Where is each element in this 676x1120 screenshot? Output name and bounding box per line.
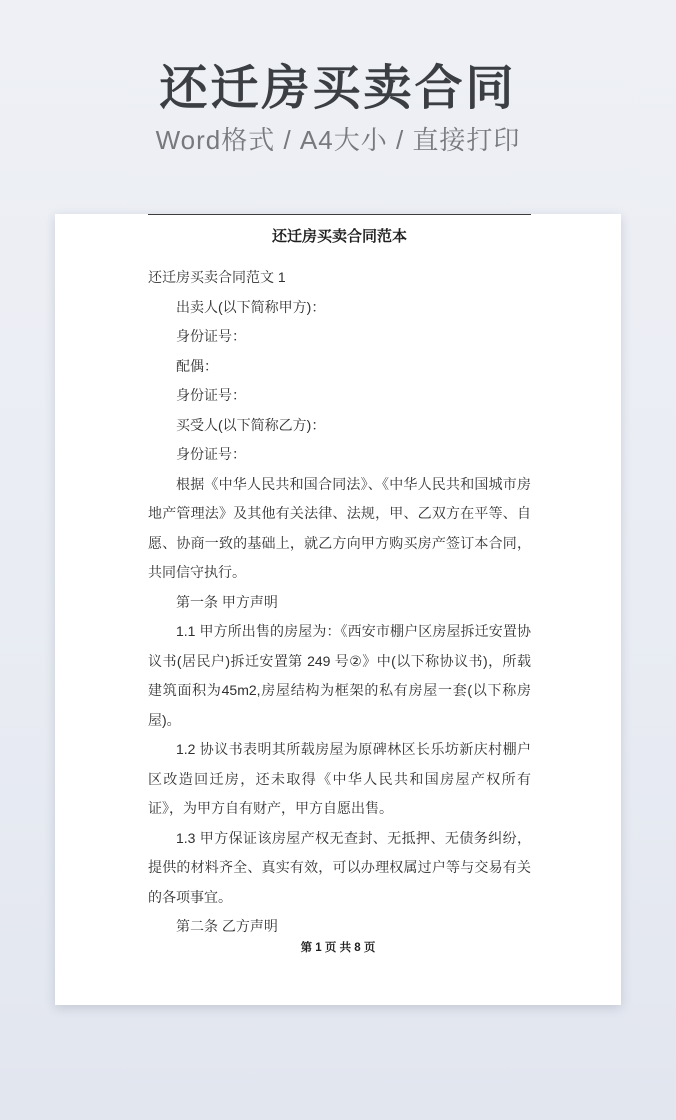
document-title: 还迁房买卖合同范本 xyxy=(271,228,407,245)
doc-paragraph: 身份证号： xyxy=(176,328,246,344)
doc-paragraph: 身份证号： xyxy=(176,387,246,403)
doc-paragraph: 第二条 乙方声明 xyxy=(176,918,278,934)
page-title: 还迁房买卖合同 xyxy=(159,62,517,115)
doc-paragraph: 身份证号： xyxy=(176,446,246,462)
document-body xyxy=(148,263,531,942)
doc-paragraph: 1.3 甲方保证该房屋产权无查封、无抵押、无债务纠纷，提供的材料齐全、真实有效，可以办理权属过户等与交易有关的各项事宜。 xyxy=(148,829,531,905)
doc-paragraph: 配偶： xyxy=(176,357,218,374)
page-subtitle: Word格式 / A4大小 / 直接打印 xyxy=(155,125,521,155)
page-number-footer: 第 1 页 共 8 页 xyxy=(300,942,376,954)
doc-paragraph: 根据《中华人民共和国合同法》、《中华人民共和国城市房地产管理法》及其他有关法律、法规，甲、乙双方在平等、自愿、协商一致的基础上，就乙方向甲方购买房产签订本合同，共同信守执行。 xyxy=(148,475,531,580)
doc-paragraph: 1.2 协议书表明其所载房屋为原碑林区长乐坊新庆村棚户区改造回迁房，还未取得《中华人民共和国房屋产权所有证》，为甲方自有财产，甲方自愿出售。 xyxy=(148,741,531,816)
doc-paragraph: 1.1 甲方所出售的房屋为：《西安市棚户区房屋拆迁安置协议书(居民户)拆迁安置第 249 号②》中(以下称协议书)，所载建筑面积为45m2,房屋结构为框架的私有房屋一套(以下称房屋)。 xyxy=(148,623,531,728)
doc-paragraph: 出卖人(以下简称甲方)： xyxy=(176,298,326,315)
doc-paragraph: 还迁房买卖合同范文 1 xyxy=(148,269,286,285)
doc-paragraph: 买受人(以下简称乙方)： xyxy=(176,416,326,433)
document-page-preview xyxy=(55,214,621,1005)
document-header-rule xyxy=(148,214,531,215)
doc-paragraph: 第一条 甲方声明 xyxy=(176,593,278,610)
hero-banner xyxy=(0,64,676,155)
